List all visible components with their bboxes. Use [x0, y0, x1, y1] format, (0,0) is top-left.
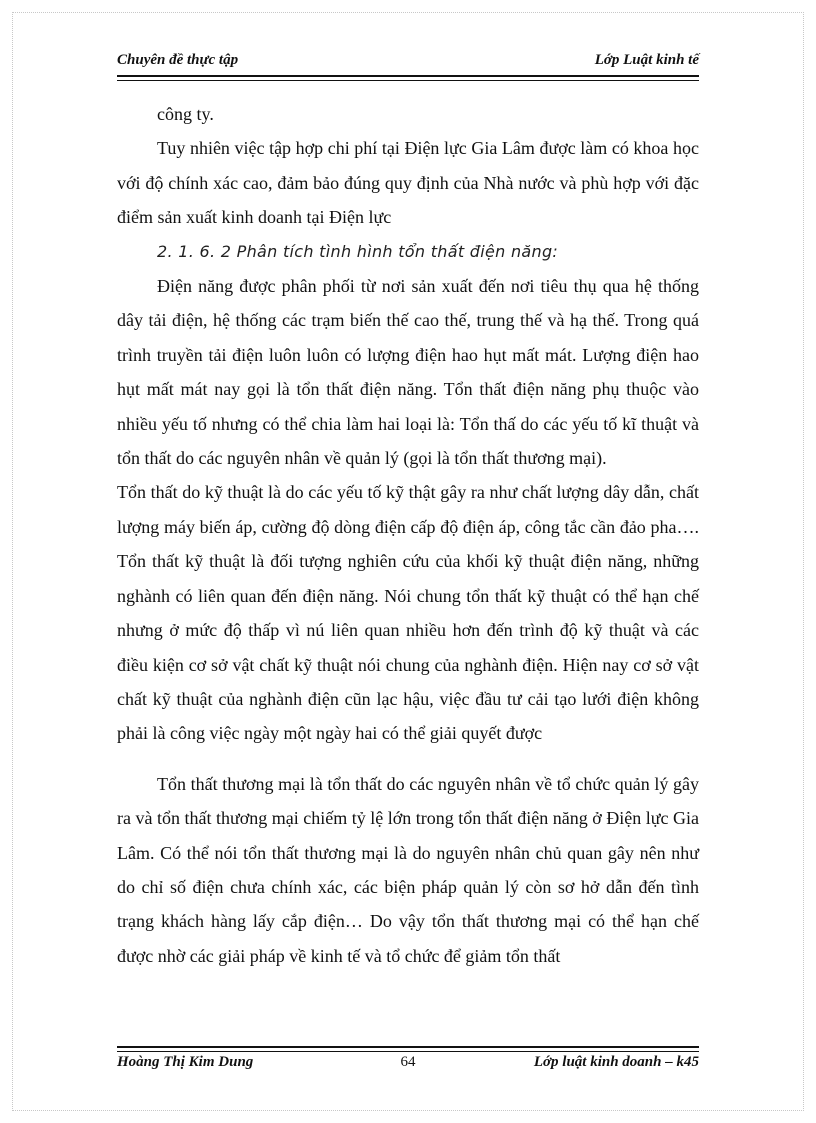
- header-document-title: Chuyên đề thực tập: [117, 52, 239, 68]
- footer-author: Hoàng Thị Kim Dung: [117, 1054, 254, 1070]
- paragraph-power-loss-intro: Điện năng được phân phối từ nơi sản xuất đến nơi tiêu thụ qua hệ thống dây tải điện, hệ thống các trạm biến thế cao thế, trung thế và hạ thế. Trong quá trình truyền tải điện luôn luôn có lượng điện hao hụt mất mát. Lượng điện hao hụt mất mát nay gọi là tổn thất điện năng. Tổn thất điện năng phụ thuộc vào nhiều yếu tố nhưng có thể chia làm hai loại là: Tổn thấ do các yếu tố kĩ thuật và tổn thất do các nguyên nhân về quản lý (gọi là tổn thất thương mại).: [117, 276, 699, 469]
- section-heading: 2. 1. 6. 2 Phân tích tình hình tổn thất điện năng:: [157, 241, 559, 261]
- paragraph-continuation: công ty.: [157, 104, 214, 124]
- footer-class-name: Lớp luật kinh doanh – k45: [533, 1054, 699, 1070]
- page-number: 64: [400, 1054, 416, 1070]
- paragraph-technical-loss: Tổn thất do kỹ thuật là do các yếu tố kỹ thật gây ra như chất lượng dây dẫn, chất lượng máy biến áp, cường độ dòng điện cấp độ điện áp, công tắc cần đảo pha…. Tổn thất kỹ thuật là đối tượng nghiên cứu của khối kỹ thuật điện năng, những nghành có liên quan đến điện năng. Nói chung tổn thất kỹ thuật có thể hạn chế nhưng ở mức độ thấp vì nú liên quan nhiều hơn đến trình độ kỹ thuật và các điều kiện cơ sở vật chất kỹ thuật nói chung của nghành điện. Hiện nay cơ sở vật chất kỹ thuật của nghành điện cũn lạc hậu, việc đầu tư cải tạo lưới điện không phải là công việc ngày một ngày hai có thể giải quyết được: [117, 482, 699, 744]
- page-footer: [117, 1054, 699, 1076]
- page-body: [117, 97, 699, 973]
- paragraph-cost-accounting: Tuy nhiên việc tập hợp chi phí tại Điện lực Gia Lâm được làm có khoa học với độ chính xác cao, đảm bảo đúng quy định của Nhà nước và phù hợp với đặc điểm sản xuất kinh doanh tại Điện lực: [117, 138, 699, 228]
- header-class-title: Lớp Luật kinh tế: [594, 52, 699, 68]
- paragraph-commercial-loss: Tổn thất thương mại là tổn thất do các nguyên nhân về tổ chức quản lý gây ra và tổn thất thương mại chiếm tỷ lệ lớn trong tổn thất điện năng ở Điện lực Gia Lâm. Có thể nói tổn thất thương mại là do nguyên nhân chủ quan gây nên như do chỉ số điện chưa chính xác, các biện pháp quản lý còn sơ hở dẫn đến tình trạng khách hàng lấy cắp điện… Do vậy tổn thất thương mại có thể hạn chế được nhờ các giải pháp về kinh tế và tổ chức để giảm tổn thất: [117, 773, 699, 966]
- page-header: [117, 52, 699, 74]
- footer-rule: [117, 1046, 699, 1052]
- header-rule: [117, 75, 699, 81]
